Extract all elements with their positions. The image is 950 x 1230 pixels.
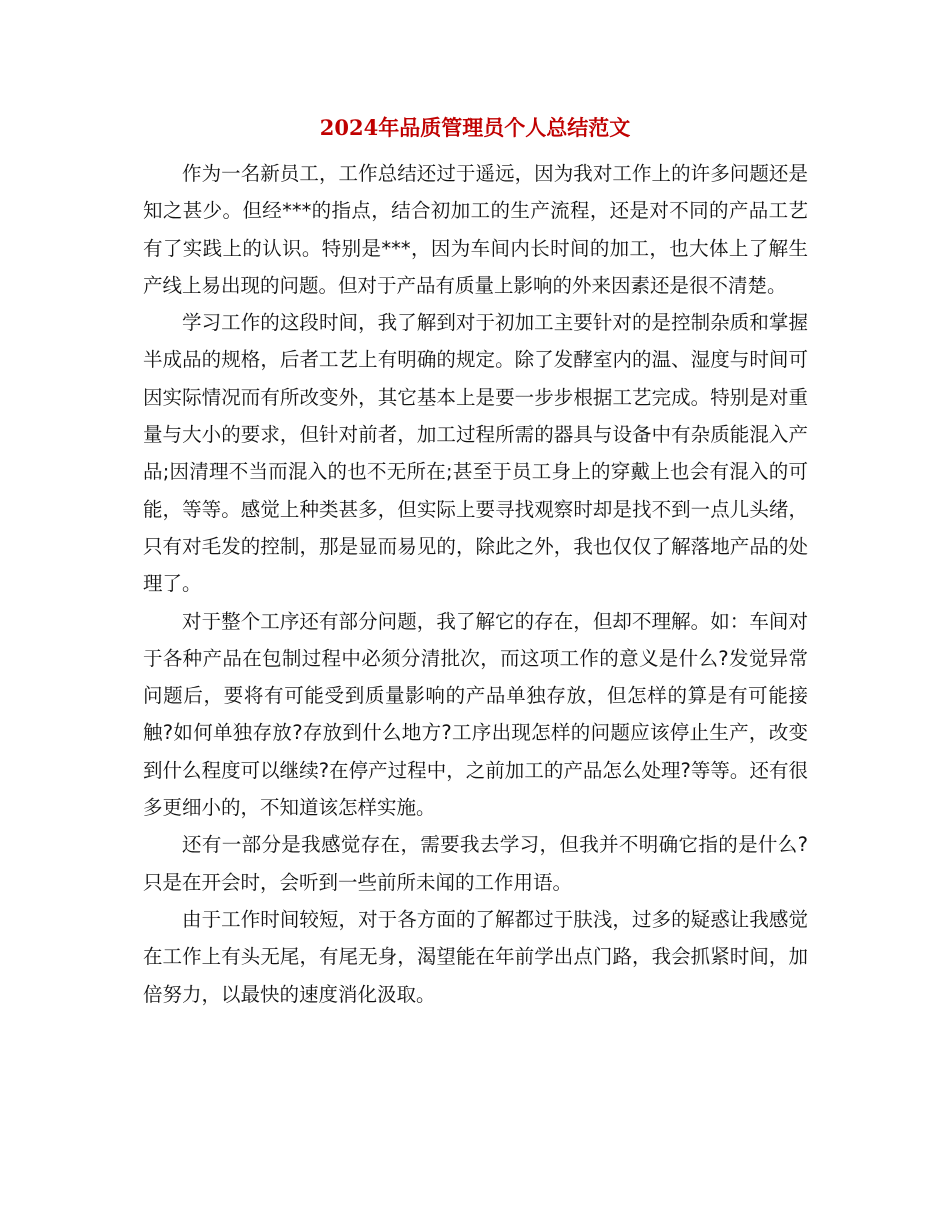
paragraph-4: 还有一部分是我感觉存在，需要我去学习，但我并不明确它指的是什么?只是在开会时，会听到一些前所未闻的工作用语。 xyxy=(143,833,808,894)
paragraph-1: 作为一名新员工，工作总结还过于遥远，因为我对工作上的许多问题还是知之甚少。但经***的指点，结合初加工的生产流程，还是对不同的产品工艺有了实践上的认识。特别是***，因为车间内长时间的加工，也大体上了解生产线上易出现的问题。但对于产品有质量上影响的外来因素还是很不清楚。 xyxy=(143,162,808,297)
paragraph-5: 由于工作时间较短，对于各方面的了解都过于肤浅，过多的疑惑让我感觉在工作上有头无尾，有尾无身，渴望能在年前学出点门路，我会抓紧时间，加倍努力，以最快的速度消化汲取。 xyxy=(143,907,808,1006)
paragraph-2: 学习工作的这段时间，我了解到对于初加工主要针对的是控制杂质和掌握半成品的规格，后者工艺上有明确的规定。除了发酵室内的温、湿度与时间可因实际情况而有所改变外，其它基本上是要一步步根据工艺完成。特别是对重量与大小的要求，但针对前者，加工过程所需的器具与设备中有杂质能混入产品;因清理不当而混入的也不无所在;甚至于员工身上的穿戴上也会有混入的可能，等等。感觉上种类甚多，但实际上要寻找观察时却是找不到一点儿头绪，只有对毛发的控制，那是显而易见的，除此之外，我也仅仅了解落地产品的处理了。 xyxy=(143,311,808,596)
paragraph-3: 对于整个工序还有部分问题，我了解它的存在，但却不理解。如：车间对于各种产品在包制过程中必须分清批次，而这项工作的意义是什么?发觉异常问题后，要将有可能受到质量影响的产品单独存放，但怎样的算是有可能接触?如何单独存放?存放到什么地方?工序出现怎样的问题应该停止生产，改变到什么程度可以继续?在停产过程中，之前加工的产品怎么处理?等等。还有很多更细小的，不知道该怎样实施。 xyxy=(143,609,808,820)
document-body xyxy=(143,155,808,1013)
document-title: 2024年品质管理员个人总结范文 xyxy=(319,115,631,140)
